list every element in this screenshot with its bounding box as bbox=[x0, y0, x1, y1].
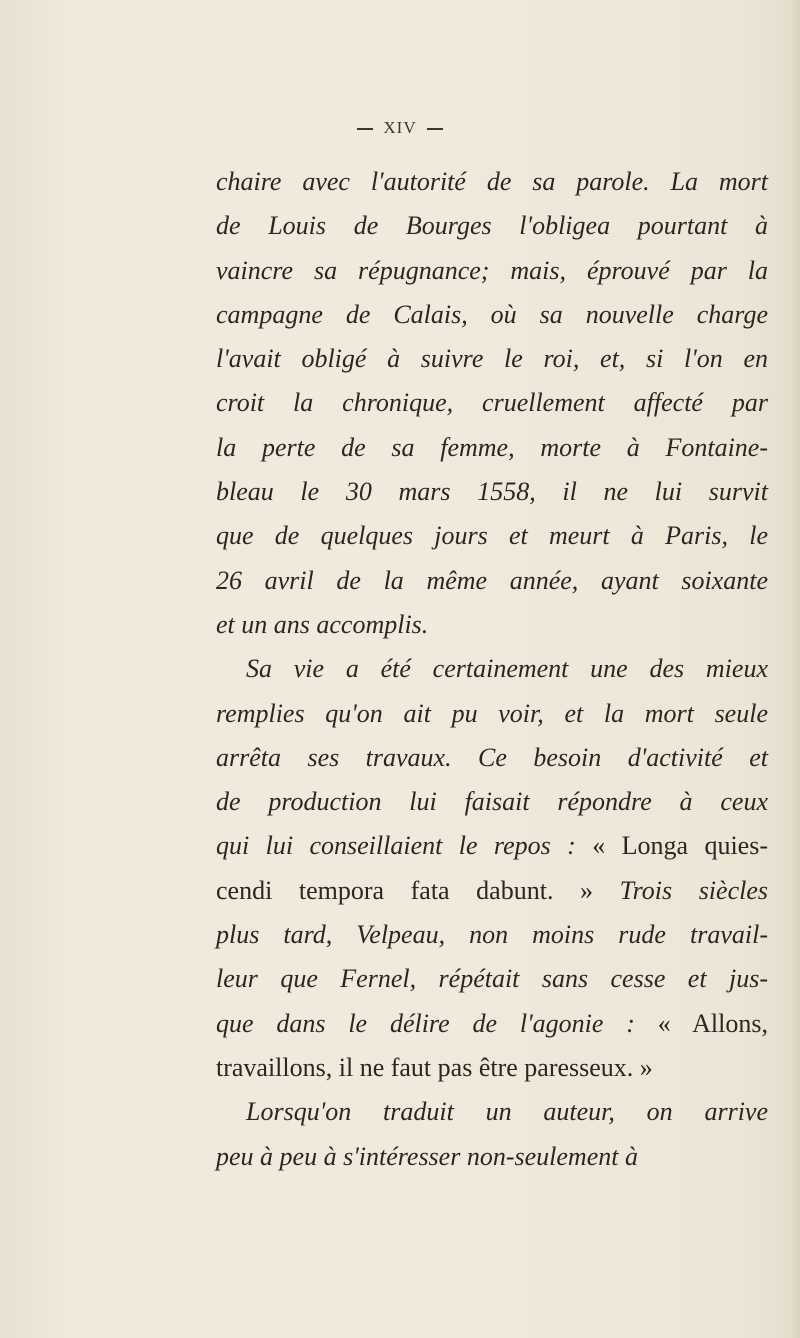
text-segment: de production lui faisait répondre à ceux bbox=[216, 787, 768, 817]
text-segment: vaincre sa répugnance; mais, éprouvé par la bbox=[216, 255, 768, 285]
text-line bbox=[216, 913, 768, 957]
text-line bbox=[216, 337, 768, 381]
text-line bbox=[216, 160, 768, 204]
text-segment: qui lui conseillaient le repos : bbox=[216, 831, 593, 861]
text-line bbox=[216, 1002, 768, 1046]
text-segment: et un ans accomplis. bbox=[216, 609, 429, 639]
text-segment: « Allons, bbox=[657, 1008, 768, 1038]
text-segment: Lorsqu'on traduit un auteur, on arrive bbox=[246, 1097, 768, 1127]
text-segment: bleau le 30 mars 1558, il ne lui survit bbox=[216, 477, 768, 507]
text-segment: que dans le délire de l'agonie : bbox=[216, 1008, 658, 1038]
header-dash-right bbox=[427, 128, 443, 130]
text-segment: chaire avec l'autorité de sa parole. La mort bbox=[216, 167, 768, 196]
text-segment: croit la chronique, cruellement affecté par bbox=[216, 388, 768, 418]
text-line bbox=[216, 603, 768, 647]
page-number: XIV bbox=[383, 118, 417, 137]
text-line bbox=[216, 1046, 768, 1090]
text-line bbox=[216, 1090, 768, 1134]
text-segment: Trois siècles bbox=[619, 875, 768, 905]
text-segment: arrêta ses travaux. Ce besoin d'activité et bbox=[216, 742, 768, 772]
text-segment: campagne de Calais, où sa nouvelle charge bbox=[216, 299, 768, 329]
text-segment: peu à peu à s'intéresser non-seulement à bbox=[216, 1141, 638, 1171]
text-segment: travaillons, il ne faut pas être paresseux. » bbox=[216, 1052, 653, 1082]
text-segment: que de quelques jours et meurt à Paris, le bbox=[216, 521, 768, 551]
text-line bbox=[216, 957, 768, 1001]
text-line bbox=[216, 824, 768, 868]
text-segment: la perte de sa femme, morte à Fontaine- bbox=[216, 432, 768, 462]
running-header bbox=[0, 118, 800, 138]
text-line bbox=[216, 470, 768, 514]
text-segment: remplies qu'on ait pu voir, et la mort seule bbox=[216, 698, 768, 728]
text-line bbox=[216, 249, 768, 293]
body-text bbox=[216, 160, 768, 1179]
page-edge bbox=[790, 0, 800, 1338]
text-line bbox=[216, 204, 768, 248]
text-line bbox=[216, 1135, 768, 1179]
text-segment: l'avait obligé à suivre le roi, et, si l'on en bbox=[216, 344, 768, 374]
text-line bbox=[216, 736, 768, 780]
text-line bbox=[216, 559, 768, 603]
text-segment: plus tard, Velpeau, non moins rude travail- bbox=[216, 920, 768, 950]
text-segment: de Louis de Bourges l'obligea pourtant à bbox=[216, 211, 768, 241]
text-line bbox=[216, 381, 768, 425]
text-line bbox=[216, 293, 768, 337]
text-segment: Sa vie a été certainement une des mieux bbox=[246, 654, 768, 684]
text-line bbox=[216, 869, 768, 913]
text-line bbox=[216, 426, 768, 470]
text-line bbox=[216, 692, 768, 736]
header-dash-left bbox=[357, 128, 373, 130]
text-segment: 26 avril de la même année, ayant soixante bbox=[216, 565, 768, 595]
text-segment: « Longa quies- bbox=[592, 831, 768, 861]
text-line bbox=[216, 647, 768, 691]
text-segment: leur que Fernel, répétait sans cesse et jus- bbox=[216, 964, 768, 994]
text-line bbox=[216, 514, 768, 558]
text-line bbox=[216, 780, 768, 824]
text-segment: cendi tempora fata dabunt. » bbox=[216, 875, 620, 905]
